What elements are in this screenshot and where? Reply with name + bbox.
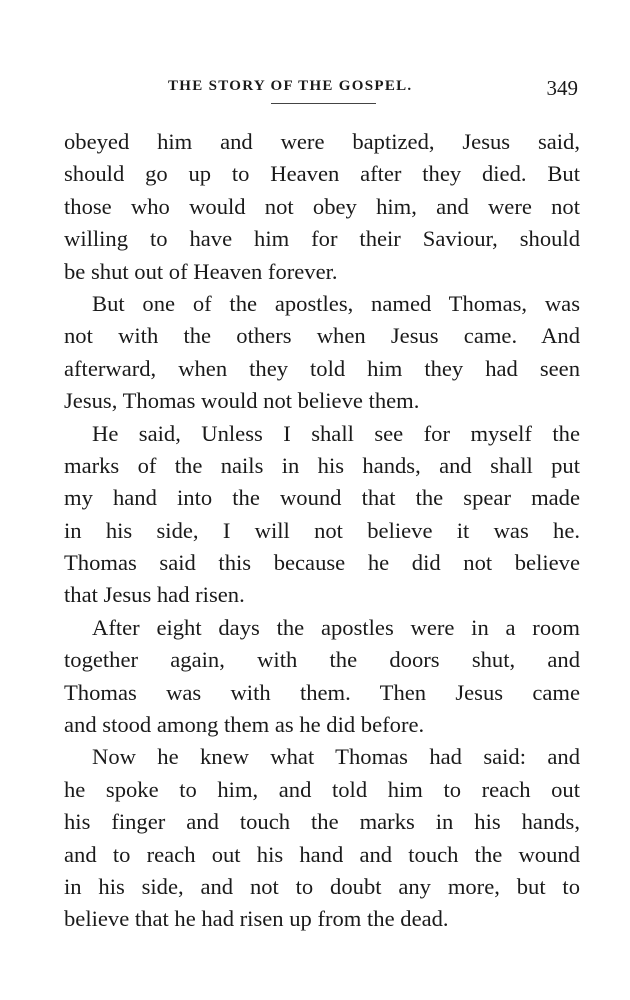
text-line: should go up to Heaven after they died. But — [64, 161, 580, 187]
text-line: Jesus, Thomas would not believe them. — [64, 388, 420, 414]
running-title: THE STORY OF THE GOSPEL. — [168, 78, 413, 94]
text-line: obeyed him and were baptized, Jesus said, — [64, 129, 580, 154]
body-text — [64, 126, 580, 936]
text-line: marks of the nails in his hands, and shall put — [64, 452, 580, 478]
text-line: not with the others when Jesus came. And — [64, 323, 580, 349]
text-line: that Jesus had risen. — [64, 582, 245, 608]
text-line: in his side, and not to doubt any more, but to — [64, 873, 580, 899]
text-line: he spoke to him, and told him to reach out — [64, 776, 580, 802]
running-head — [64, 78, 580, 102]
text-line: Thomas was with them. Then Jesus came — [64, 679, 580, 705]
text-line: and to reach out his hand and touch the wound — [64, 841, 580, 867]
text-line: together again, with the doors shut, and — [64, 647, 580, 673]
page-number: 349 — [546, 76, 578, 100]
text-line: be shut out of Heaven forever. — [64, 258, 338, 284]
text-line: Thomas said this because he did not believe — [64, 550, 580, 576]
text-line: believe that he had risen up from the dead. — [64, 906, 449, 932]
header-rule — [271, 103, 376, 104]
text-line: in his side, I will not believe it was he. — [64, 517, 580, 543]
text-line: those who would not obey him, and were not — [64, 193, 580, 219]
text-line: After eight days the apostles were in a room — [92, 614, 580, 640]
text-line: But one of the apostles, named Thomas, was — [92, 290, 580, 316]
text-line: my hand into the wound that the spear made — [64, 485, 580, 511]
text-line: Now he knew what Thomas had said: and — [92, 744, 580, 770]
text-line: willing to have him for their Saviour, should — [64, 226, 580, 252]
text-line: his finger and touch the marks in his hands, — [64, 809, 580, 835]
text-line: He said, Unless I shall see for myself the — [92, 420, 580, 446]
text-line: afterward, when they told him they had seen — [64, 355, 580, 381]
text-line: and stood among them as he did before. — [64, 712, 425, 738]
